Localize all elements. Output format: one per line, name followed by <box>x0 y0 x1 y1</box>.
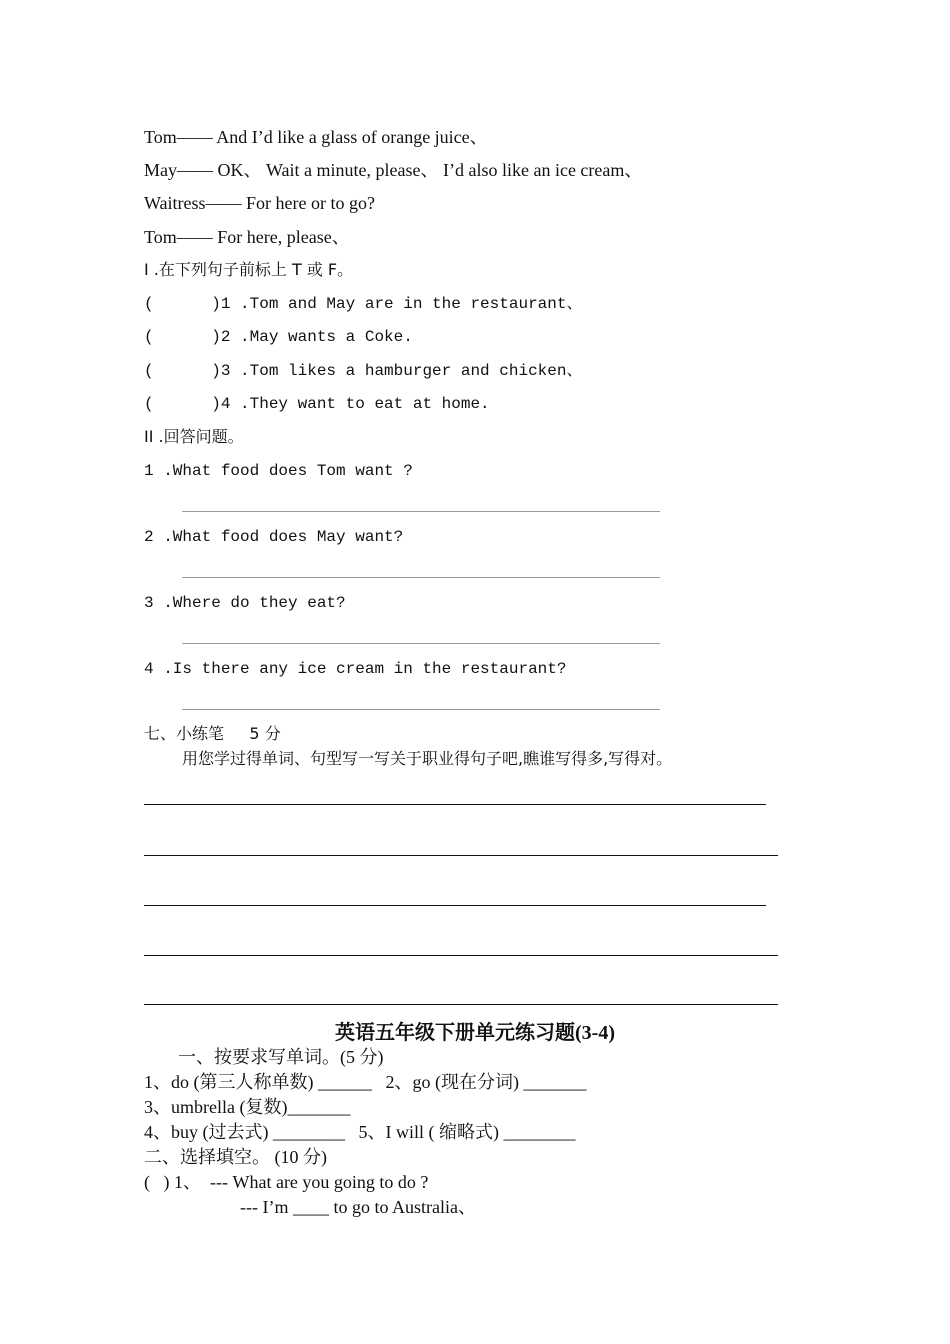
tf-item-4: ( )4 .They want to eat at home. <box>144 395 490 413</box>
writing-line-1[interactable] <box>144 804 766 805</box>
question-1: 1 .What food does Tom want ? <box>144 462 413 480</box>
section2-heading: II .回答问题。 <box>144 427 244 446</box>
part1-line-1: 1、do (第三人称单数) ______ 2、go (现在分词) _______ <box>144 1072 587 1092</box>
dialogue-line-4: Tom—— For here, please、 <box>144 227 350 247</box>
unit-title: 英语五年级下册单元练习题(3-4) <box>335 1022 615 1044</box>
question-2: 2 .What food does May want? <box>144 528 404 546</box>
part1-line-2: 3、umbrella (复数)_______ <box>144 1097 351 1117</box>
answer-line-3[interactable] <box>182 643 660 644</box>
dialogue-line-1: Tom—— And I’d like a glass of orange juice、 <box>144 127 488 147</box>
answer-line-2[interactable] <box>182 577 660 578</box>
writing-heading: 七、小练笔 5 分 <box>144 724 281 743</box>
writing-line-2[interactable] <box>144 855 778 856</box>
tf-item-2: ( )2 .May wants a Coke. <box>144 328 413 346</box>
tf-item-1: ( )1 .Tom and May are in the restaurant、 <box>144 295 583 313</box>
question-3: 3 .Where do they eat? <box>144 594 346 612</box>
writing-instruction: 用您学过得单词、句型写一写关于职业得句子吧,瞧谁写得多,写得对。 <box>182 749 673 768</box>
part2-heading: 二、选择填空。 (10 分) <box>144 1147 327 1167</box>
answer-line-1[interactable] <box>182 511 660 512</box>
writing-line-4[interactable] <box>144 955 778 956</box>
part1-heading: 一、按要求写单词。(5 分) <box>178 1047 384 1067</box>
part1-line-3: 4、buy (过去式) ________ 5、I will ( 缩略式) ________ <box>144 1122 576 1142</box>
choice-question-1-answer: --- I’m ____ to go to Australia、 <box>240 1197 476 1217</box>
writing-line-5[interactable] <box>144 1004 778 1005</box>
question-4: 4 .Is there any ice cream in the restaurant? <box>144 660 567 678</box>
choice-question-1: ( ) 1、 --- What are you going to do ? <box>144 1172 429 1192</box>
dialogue-line-2: May—— OK、 Wait a minute, please、 I’d also like an ice cream、 <box>144 160 643 180</box>
dialogue-line-3: Waitress—— For here or to go? <box>144 193 375 213</box>
writing-line-3[interactable] <box>144 905 766 906</box>
tf-item-3: ( )3 .Tom likes a hamburger and chicken、 <box>144 362 583 380</box>
answer-line-4[interactable] <box>182 709 660 710</box>
section1-heading: Ⅰ .在下列句子前标上 T 或 F。 <box>144 260 354 279</box>
